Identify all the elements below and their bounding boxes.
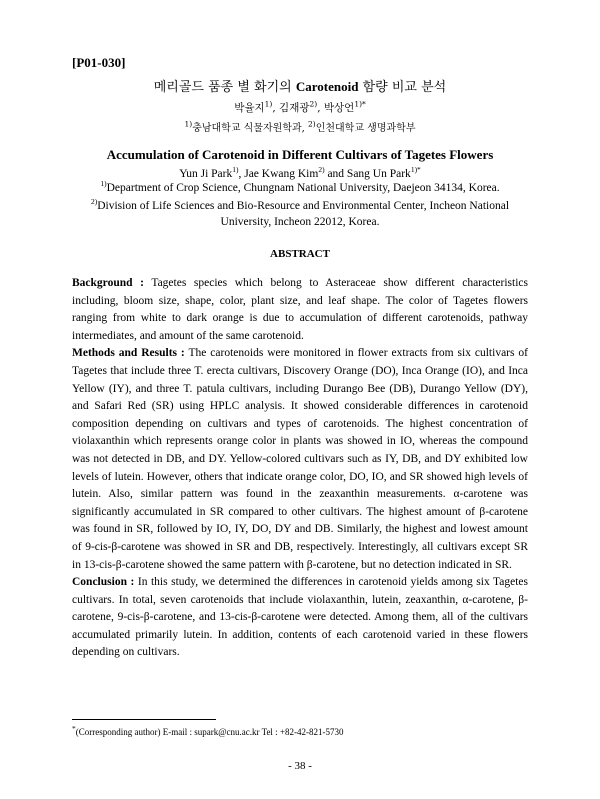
abstract-body [72, 275, 528, 662]
author-1: Yun Ji Park [179, 168, 233, 180]
korean-affil-2-sup: 2) [308, 119, 316, 129]
author-3-sup: 1)* [410, 165, 421, 175]
author-sep-1: , [238, 168, 245, 180]
author-1-sup: 1) [232, 165, 239, 175]
korean-author-sep-2: , [317, 102, 324, 114]
affiliation-2-sup: 2) [90, 197, 98, 207]
footnote-text: (Corresponding author) E-mail : supark@cnu.ac.kr Tel : +82-42-821-5730 [75, 727, 344, 737]
paper-code: [P01-030] [72, 55, 126, 70]
affiliation-1-sup: 1) [100, 179, 107, 189]
background-paragraph [72, 275, 528, 345]
methods-paragraph [72, 345, 528, 574]
korean-author-2: 김재광 [279, 102, 310, 114]
korean-authors [60, 100, 540, 115]
korean-author-sep-1: , [272, 102, 280, 114]
author-2-sup: 2) [318, 165, 325, 175]
korean-author-1: 박율지 [234, 102, 265, 114]
affiliation-1-text: Department of Crop Science, Chungnam National University, Daejeon 34134, Korea. [106, 182, 500, 194]
korean-author-3-sup: 1)* [354, 99, 366, 109]
korean-title-bold: Carotenoid [295, 79, 359, 94]
author-3: Sang Un Park [346, 168, 411, 180]
english-authors [60, 165, 540, 180]
korean-affil-1: 충남대학교 식물자원학과, [192, 123, 308, 134]
conclusion-label: Conclusion : [72, 576, 135, 589]
conclusion-paragraph [72, 574, 528, 662]
affiliation-2 [72, 198, 528, 230]
affiliation-2-text: Division of Life Sciences and Bio-Resource and Environmental Center, Incheon National University, Incheon 22012, Korea. [97, 200, 510, 228]
korean-author-1-sup: 1) [264, 99, 273, 109]
methods-label: Methods and Results : [72, 347, 185, 360]
korean-title [60, 76, 540, 95]
conclusion-text: In this study, we determined the differences in carotenoid yields among six Tagetes cultivars. In total, seven carotenoids that include violaxanthin, lutein, zeaxanthin, α-carotene, β-carotene, 9-cis-β-carotene, and 13-cis-β-carotene were detected. Among them, all of the cultivars accumulated primarily lutein. In addition, contents of each carotenoid varied in these flowers depending on cultivars. [72, 576, 528, 659]
korean-affil-1-sup: 1) [184, 119, 193, 129]
korean-author-3: 박상언 [323, 102, 355, 114]
korean-affiliations [60, 119, 540, 134]
author-2: Jae Kwang Kim [244, 168, 319, 180]
methods-text: The carotenoids were monitored in flower extracts from six cultivars of Tagetes that include three T. erecta cultivars, Discovery Orange (DO), Inca Orange (IO), and Inca Yellow (IY), and three T. patula cultivars, including Durango Bee (DB), Durango Yellow (DY), and Safari Red (SR) using HPLC analysis. It showed considerable differences in carotenoid composition depending on cultivars and types of carotenoids. The highest concentration of violaxanthin which represents orange color in plants was showed in IO, whereas the compound was not detected in DB, and DY. Yellow-colored cultivars such as IY, DB, and DY exhibited low levels of lutein. However, others that indicate orange color, DO, IO, and SR showed high levels of lutein. Also, similar pattern was found in the zeaxanthin measurements. α-carotene was significantly accumulated in SR compared to other cultivars. The highest amount of β-carotene was found in SR, followed by IO, IY, DO, DY and DB. Similarly, the highest and lowest amount of 9-cis-β-carotene was showed in SR and DB, respectively. Interestingly, all cultivars except SR in 13-cis-β-carotene showed the same pattern with β-carotene, but no detection indicated in SR. [72, 347, 528, 571]
footnote-sup: * [72, 724, 76, 733]
background-text: Tagetes species which belong to Asteraceae show different characteristics including, bloom size, shape, color, plant size, and leaf shape. The color of Tagetes flowers ranging from white to dark orange is due to accumulation of different carotenoids, pathway intermediates, and amount of the same carotenoid. [72, 277, 528, 342]
english-title: Accumulation of Carotenoid in Different Cultivars of Tagetes Flowers [106, 147, 494, 162]
footnote [72, 724, 344, 737]
background-label: Background : [72, 277, 144, 289]
korean-author-2-sup: 2) [309, 99, 318, 109]
affiliation-1 [72, 180, 528, 196]
abstract-heading: ABSTRACT [270, 248, 330, 260]
page-number: - 38 - [288, 760, 312, 772]
author-sep-2: and [324, 168, 347, 180]
korean-affil-2: 인천대학교 생명과학부 [315, 123, 416, 134]
korean-title-pre: 메리골드 품종 별 화기의 [153, 80, 296, 95]
korean-title-post: 함량 비교 분석 [358, 80, 447, 95]
footnote-rule [72, 719, 216, 720]
